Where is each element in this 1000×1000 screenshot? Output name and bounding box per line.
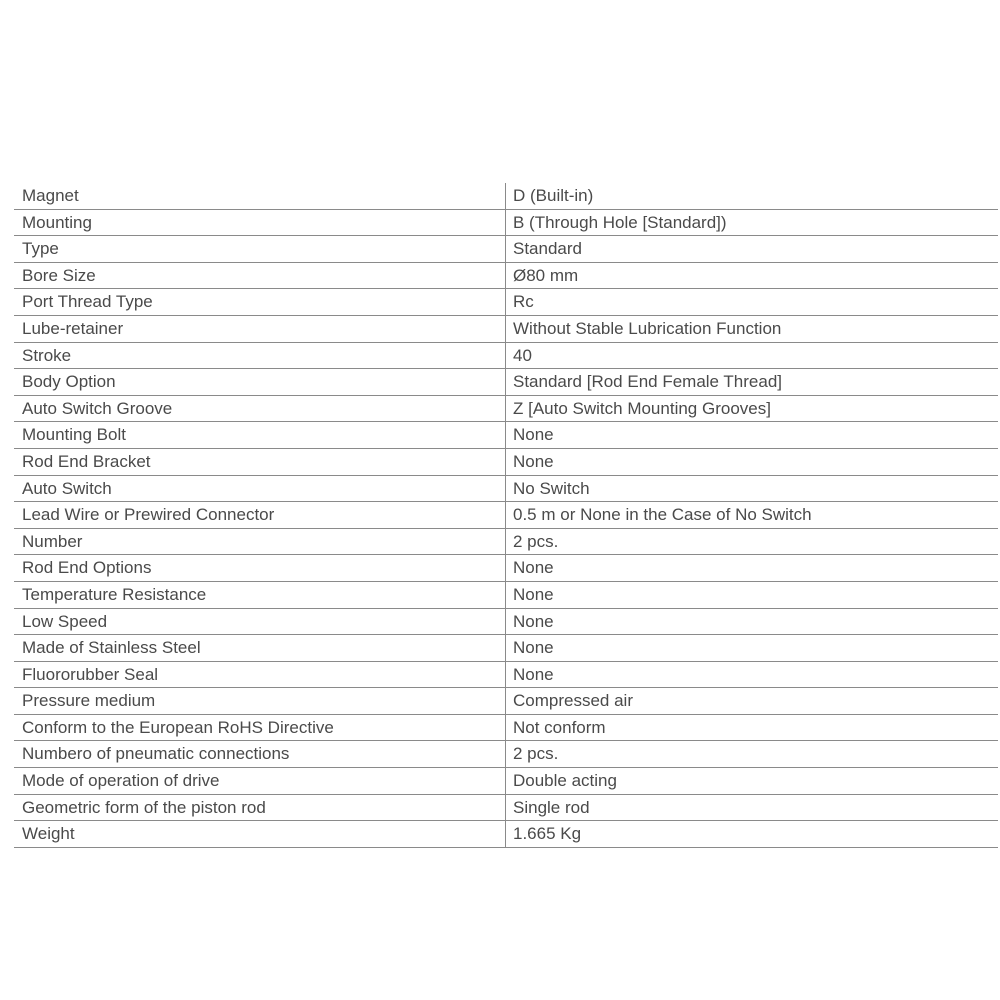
spec-label: Port Thread Type (14, 289, 506, 316)
spec-value: Z [Auto Switch Mounting Grooves] (506, 395, 999, 422)
spec-label: Rod End Options (14, 555, 506, 582)
spec-table-body (14, 183, 998, 847)
spec-row (14, 714, 998, 741)
spec-row (14, 821, 998, 848)
spec-label: Temperature Resistance (14, 581, 506, 608)
spec-value: Not conform (506, 714, 999, 741)
spec-value: 2 pcs. (506, 528, 999, 555)
spec-label: Number (14, 528, 506, 555)
spec-label: Bore Size (14, 262, 506, 289)
spec-label: Mode of operation of drive (14, 768, 506, 795)
spec-value: Standard [Rod End Female Thread] (506, 369, 999, 396)
spec-value: No Switch (506, 475, 999, 502)
spec-row (14, 581, 998, 608)
spec-row (14, 475, 998, 502)
spec-value: Ø80 mm (506, 262, 999, 289)
spec-label: Made of Stainless Steel (14, 635, 506, 662)
spec-value: 40 (506, 342, 999, 369)
spec-label: Lube-retainer (14, 315, 506, 342)
spec-label: Mounting (14, 209, 506, 236)
spec-row (14, 262, 998, 289)
spec-label: Type (14, 236, 506, 263)
spec-value: Without Stable Lubrication Function (506, 315, 999, 342)
spec-label: Mounting Bolt (14, 422, 506, 449)
spec-label: Lead Wire or Prewired Connector (14, 502, 506, 529)
spec-value: Rc (506, 289, 999, 316)
spec-label: Magnet (14, 183, 506, 209)
spec-value: 1.665 Kg (506, 821, 999, 848)
spec-value: 2 pcs. (506, 741, 999, 768)
spec-row (14, 768, 998, 795)
spec-label: Stroke (14, 342, 506, 369)
spec-value: Compressed air (506, 688, 999, 715)
spec-row (14, 741, 998, 768)
spec-row (14, 395, 998, 422)
spec-row (14, 794, 998, 821)
spec-row (14, 183, 998, 209)
spec-label: Pressure medium (14, 688, 506, 715)
spec-value: None (506, 422, 999, 449)
spec-label: Auto Switch (14, 475, 506, 502)
spec-value: Single rod (506, 794, 999, 821)
spec-label: Weight (14, 821, 506, 848)
spec-row (14, 448, 998, 475)
spec-value: None (506, 608, 999, 635)
spec-value: Double acting (506, 768, 999, 795)
spec-value: D (Built-in) (506, 183, 999, 209)
spec-value: None (506, 448, 999, 475)
spec-row (14, 635, 998, 662)
spec-row (14, 661, 998, 688)
spec-row (14, 502, 998, 529)
spec-value: None (506, 555, 999, 582)
spec-row (14, 289, 998, 316)
spec-value: 0.5 m or None in the Case of No Switch (506, 502, 999, 529)
spec-label: Geometric form of the piston rod (14, 794, 506, 821)
spec-value: Standard (506, 236, 999, 263)
spec-label: Fluororubber Seal (14, 661, 506, 688)
spec-row (14, 209, 998, 236)
spec-table (14, 183, 998, 848)
spec-label: Conform to the European RoHS Directive (14, 714, 506, 741)
spec-row (14, 342, 998, 369)
spec-label: Auto Switch Groove (14, 395, 506, 422)
spec-row (14, 608, 998, 635)
spec-value: B (Through Hole [Standard]) (506, 209, 999, 236)
spec-value: None (506, 661, 999, 688)
spec-label: Numbero of pneumatic connections (14, 741, 506, 768)
spec-row (14, 688, 998, 715)
spec-row (14, 236, 998, 263)
spec-value: None (506, 635, 999, 662)
spec-label: Body Option (14, 369, 506, 396)
spec-label: Low Speed (14, 608, 506, 635)
spec-value: None (506, 581, 999, 608)
spec-label: Rod End Bracket (14, 448, 506, 475)
spec-row (14, 369, 998, 396)
spec-row (14, 315, 998, 342)
spec-row (14, 528, 998, 555)
spec-row (14, 422, 998, 449)
spec-row (14, 555, 998, 582)
